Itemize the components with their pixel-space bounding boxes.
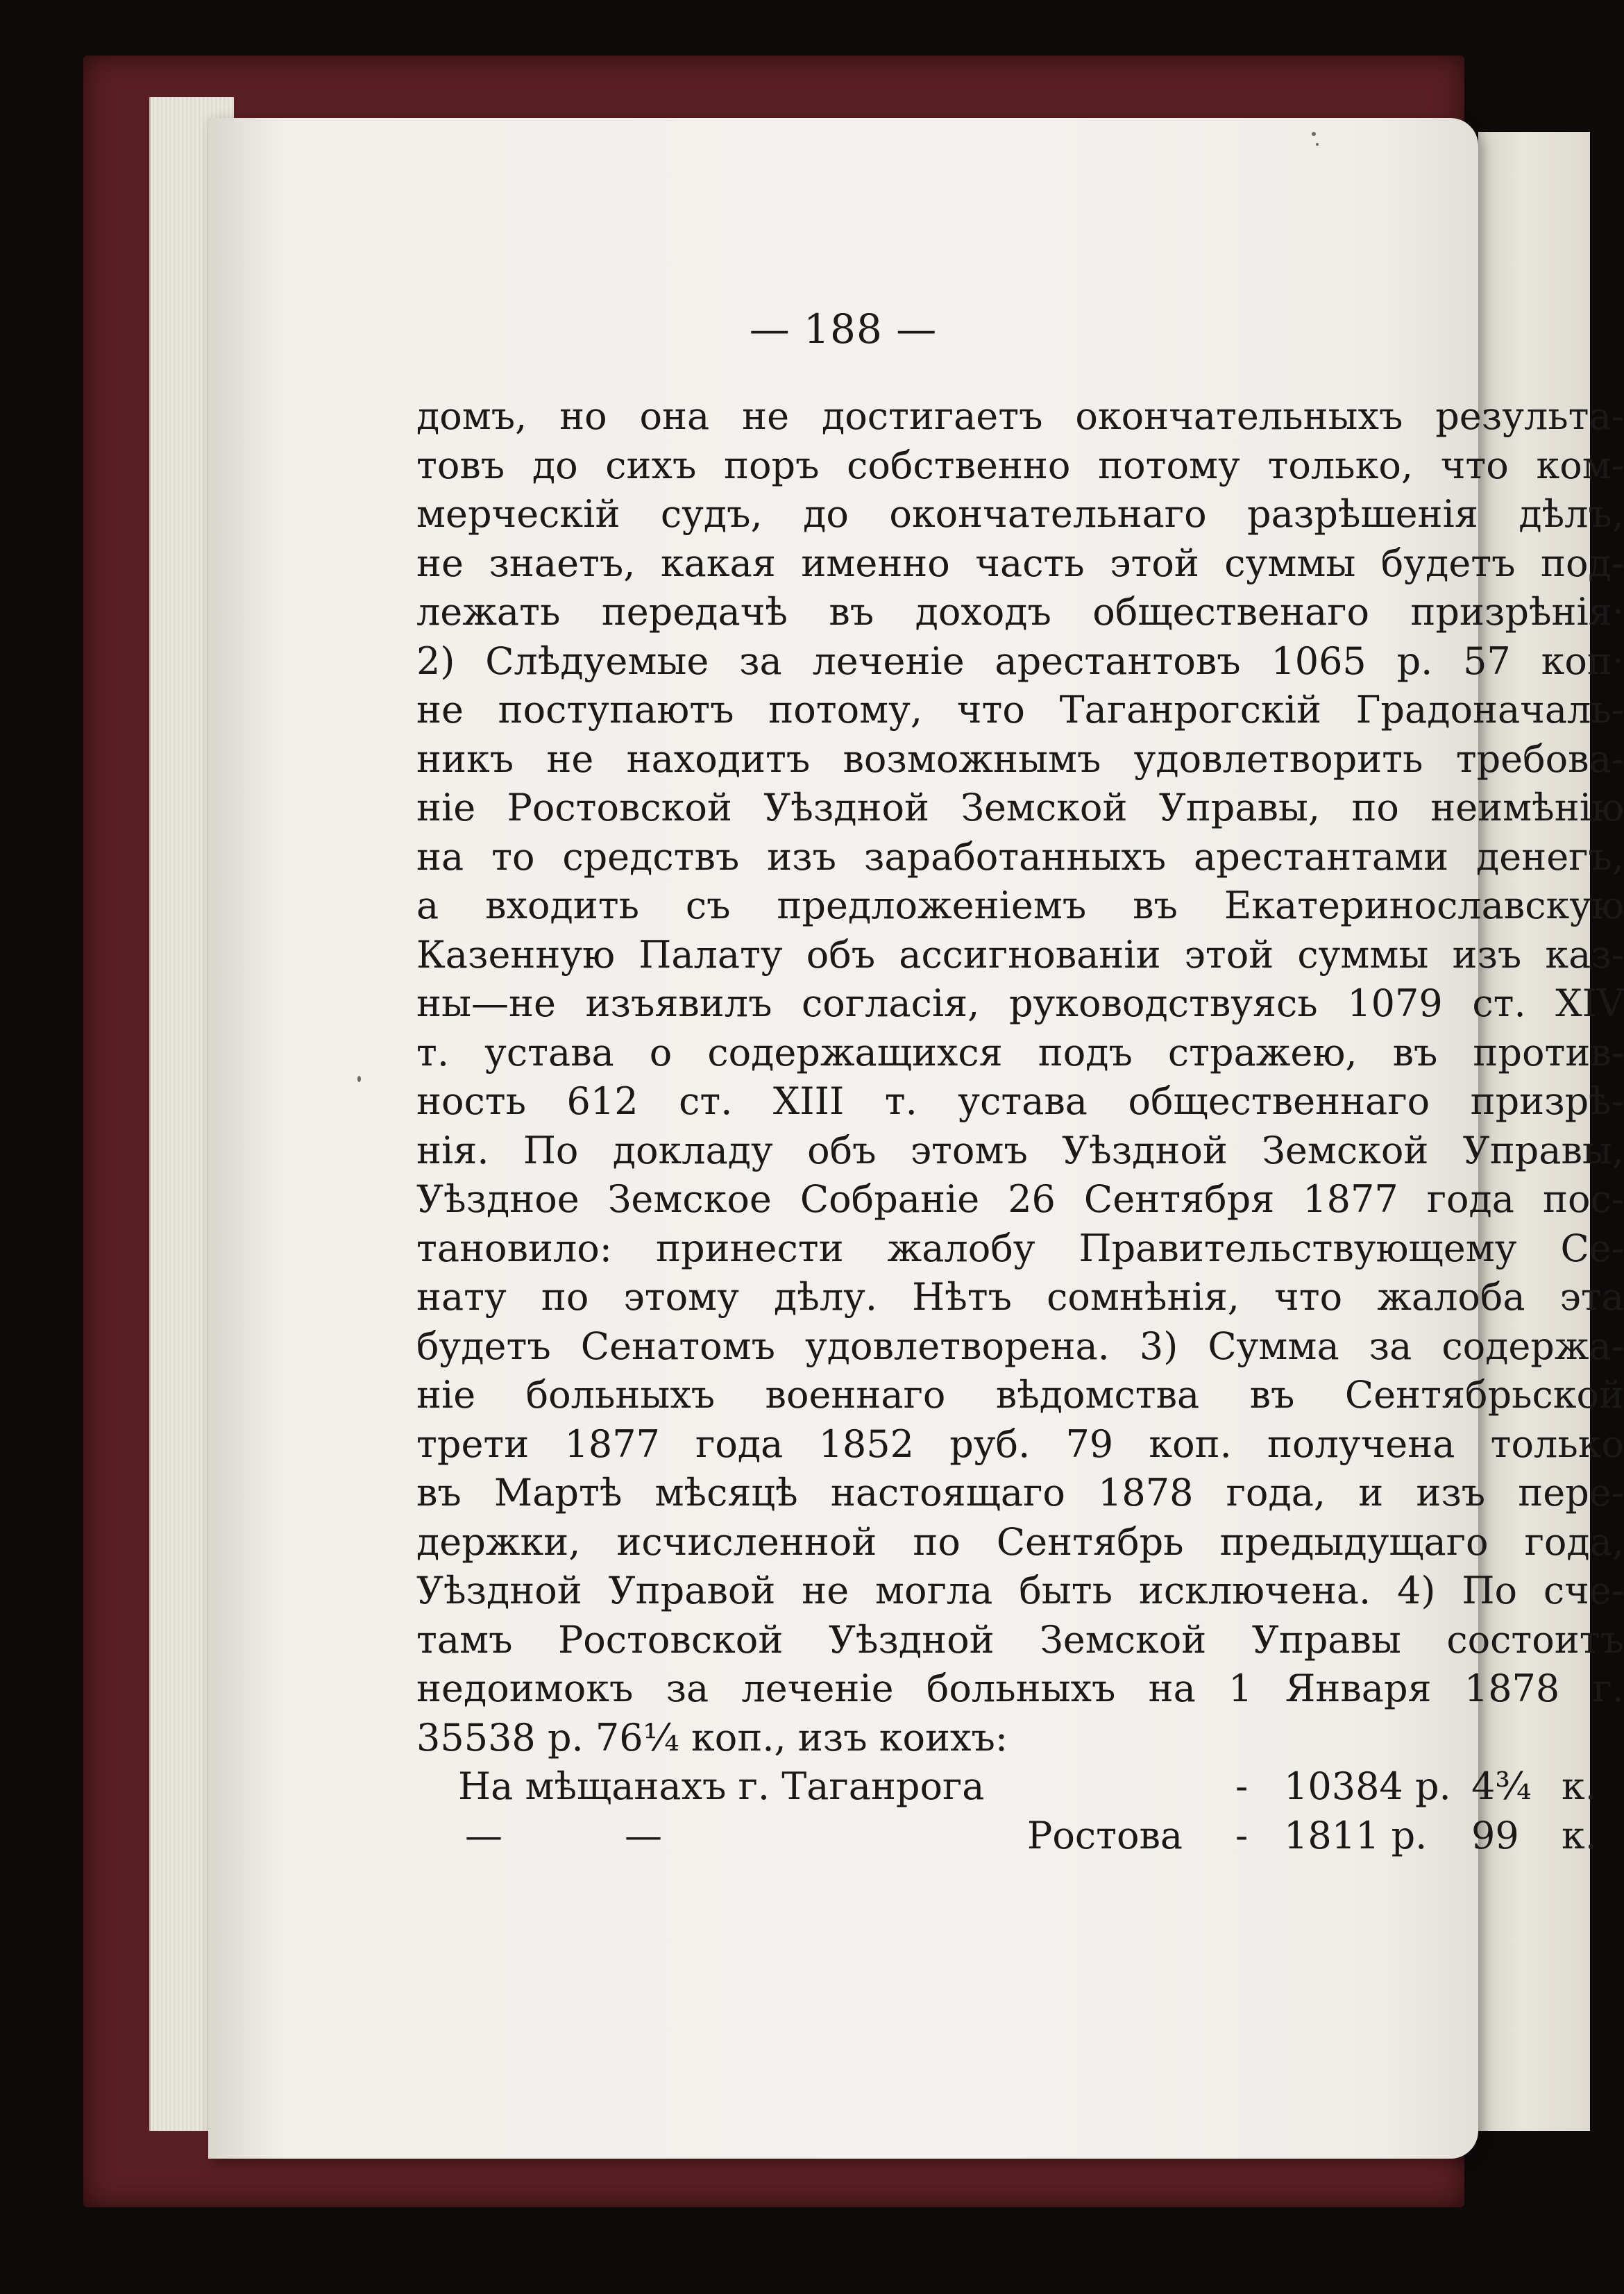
text-line: 35538 р. 76¼ коп., изъ коихъ:: [416, 1715, 1008, 1760]
text-line: держки, исчисленной по Сентябрь предыдущаго года,: [416, 1519, 1624, 1564]
paper-speck: [1312, 132, 1316, 136]
text-line: ніе Ростовской Уѣздной Земской Управы, по неимѣнію: [416, 786, 1624, 829]
debt-rubles: 1811 р.: [1284, 1813, 1428, 1857]
text-line: Казенную Палату объ ассигнованіи этой суммы изъ каз-: [416, 932, 1624, 977]
text-line: никъ не находитъ возможнымъ удовлетворить требова-: [416, 736, 1624, 781]
text-line: нату по этому дѣлу. Нѣтъ сомнѣнія, что жалоба эта: [416, 1275, 1624, 1319]
text-line: ны—не изъявилъ согласія, руководствуясь 1079 ст. XIV: [416, 981, 1624, 1025]
text-line: т. устава о содержащихся подъ стражею, въ против-: [416, 1030, 1624, 1074]
text-line: Уѣздной Управой не могла быть исключена. 4) По сче-: [416, 1569, 1624, 1612]
text-line: тановило: принести жалобу Правительствующему Се-: [416, 1226, 1624, 1270]
text-line: въ Мартѣ мѣсяцѣ настоящаго 1878 года, и изъ пере-: [416, 1471, 1624, 1515]
text-line: недоимокъ за леченіе больныхъ на 1 Января 1878 г.: [416, 1667, 1624, 1710]
text-line: мерческій судъ, до окончательнаго разрѣшенія дѣлъ,: [416, 492, 1624, 536]
ditto-mark: —: [465, 1813, 502, 1857]
book-page: [208, 118, 1624, 2159]
text-line: нія. По докладу объ этомъ Уѣздной Земской Управы,: [416, 1128, 1624, 1172]
text-line: лежать передачѣ въ доходъ общественаго призрѣнія·: [416, 590, 1624, 634]
text-line: Уѣздное Земское Собраніе 26 Сентября 1877 года пос-: [416, 1177, 1624, 1221]
text-line: ность 612 ст. XIII т. устава общественнаго призрѣ-: [416, 1079, 1624, 1123]
debt-separator: -: [1235, 1813, 1249, 1857]
text-line: не знаетъ, какая именно часть этой суммы будетъ под-: [416, 541, 1624, 585]
text-line: 2) Слѣдуемые за леченіе арестантовъ 1065 р. 57 коп·: [416, 639, 1624, 683]
debt-row-rostov: [416, 1812, 1624, 1861]
text-line: товъ до сихъ поръ собственно потому только, что ком-: [416, 443, 1624, 487]
text-line: ніе больныхъ военнаго вѣдомства въ Сентябрьской: [416, 1373, 1624, 1417]
ditto-mark: —: [625, 1813, 662, 1857]
text-line: трети 1877 года 1852 руб. 79 коп. получена только: [416, 1422, 1624, 1466]
paper-speck: [1316, 143, 1319, 146]
text-line: домъ, но она не достигаетъ окончательныхъ результа-: [416, 394, 1624, 438]
text-line: а входить съ предложеніемъ въ Екатеринославскую: [416, 884, 1624, 927]
page-number: — 188 —: [749, 305, 938, 353]
debt-kopecks: 4¾: [1471, 1764, 1532, 1808]
text-line: не поступаютъ потому, что Таганрогскій Градоначаль-: [416, 688, 1624, 732]
paper-speck: [357, 1076, 361, 1082]
debt-kopeck-unit: к.: [1562, 1764, 1597, 1808]
debt-kopeck-unit: к.: [1562, 1813, 1597, 1857]
text-line: тамъ Ростовской Уѣздной Земской Управы состоитъ: [416, 1617, 1624, 1662]
debt-separator: -: [1235, 1764, 1249, 1808]
text-line: будетъ Сенатомъ удовлетворена. 3) Сумма за содержа-: [416, 1324, 1624, 1368]
text-line: на то средствъ изъ заработанныхъ арестантами денегъ,: [416, 834, 1624, 879]
debt-kopecks: 99: [1471, 1813, 1519, 1857]
body-text: [416, 392, 1624, 1860]
debt-city: Ростова: [1027, 1813, 1183, 1857]
debt-label: На мѣщанахъ г. Таганрога: [458, 1764, 985, 1808]
debt-row-taganrog: [416, 1762, 1624, 1812]
debt-rubles: 10384 р.: [1284, 1764, 1451, 1808]
